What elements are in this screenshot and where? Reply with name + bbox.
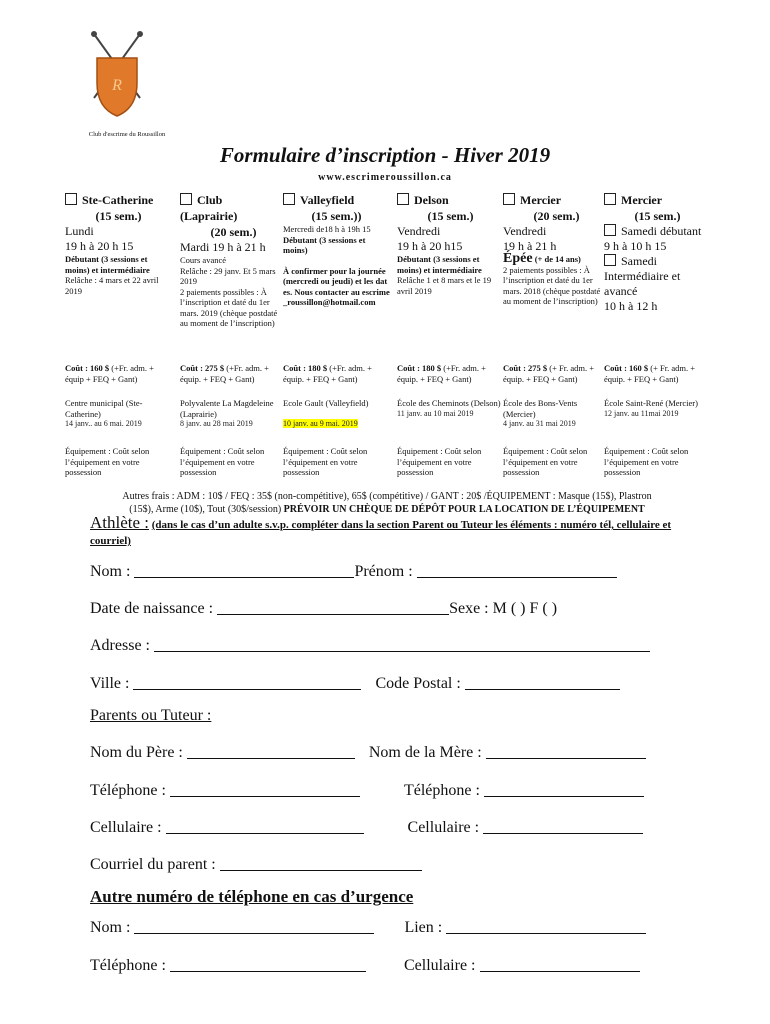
level: Débutant (3 sessions et moins) et intermédiaire: [65, 254, 150, 275]
equipment-club: Équipement : Coût selon l’équipement en votre possession: [180, 446, 265, 477]
time: 19 h à 20 h 15: [65, 239, 134, 253]
parents-name-row: [90, 744, 646, 762]
option-mercier-samedi[interactable]: Mercier: [604, 193, 711, 208]
tel-pere-field[interactable]: [170, 782, 360, 797]
weeks: (20 sem.): [533, 209, 580, 223]
day: Vendredi: [397, 224, 441, 238]
epee-age: (+ de 14 ans): [534, 254, 581, 264]
parents-email-row: [90, 856, 422, 874]
club-name: Club d'escrime du Roussillon: [88, 131, 166, 138]
location-mercier-samedi: École Saint-René (Mercier) 12 janv. au 11mai 2019: [604, 398, 698, 418]
option-club[interactable]: Club: [180, 193, 287, 208]
cell-label: Cellulaire :: [407, 819, 480, 836]
page-title: Formulaire d’inscription - Hiver 2019: [219, 143, 551, 167]
athlete-heading: Athlète :: [90, 513, 150, 532]
athlete-section-heading: [90, 515, 690, 549]
mere-label: Nom de la Mère :: [368, 744, 482, 761]
subtitle: (Laprairie): [180, 209, 238, 223]
nom-label: Nom :: [90, 919, 131, 936]
day-time: Mercredi de18 h à 19h 15: [283, 224, 371, 234]
option-valleyfield[interactable]: Valleyfield: [283, 193, 390, 208]
urgence-lien-field[interactable]: [446, 919, 646, 934]
code-postal-label: Code Postal :: [375, 675, 461, 692]
athlete-city-row: [90, 675, 620, 693]
relache: Relâche 1 et 8 mars et le 19 avril 2019: [397, 275, 492, 296]
epee: Épée: [503, 251, 533, 266]
weeks: (15 sem.): [427, 209, 474, 223]
equipment-mercier-epee: Équipement : Coût selon l’équipement en votre possession: [503, 446, 588, 477]
nom-label: Nom :: [90, 563, 131, 580]
code-postal-field[interactable]: [465, 675, 620, 690]
payment: 2 paiements possibles : À l’inscription et daté du 1er mars. 2018 (chèque postdaté au moment de l’inscription): [503, 264, 601, 306]
option-samedi-intermediaire[interactable]: Samedi Intermédiaire et avancé: [604, 254, 681, 298]
checkbox[interactable]: [65, 193, 77, 205]
svg-text:R: R: [112, 77, 122, 94]
cost-mercier-epee: Coût : 275 $ (+ Fr. adm. + équip. + FEQ + Gant): [503, 363, 595, 384]
athlete-instruction: (dans le cas d’un adulte s.v.p. compléter dans la section Parent ou Tuteur les éléments : numéro tél, cellulaire et courriel): [90, 519, 672, 547]
weeks: (15 sem.)): [311, 209, 362, 223]
day-time: Mardi 19 h à 21 h: [180, 240, 266, 254]
day: Lundi: [65, 224, 94, 238]
emergency-name-row: [90, 919, 646, 937]
tel-label: Téléphone :: [90, 782, 166, 799]
fees-line: (15$), Arme (10$), Tout (30$/session): [129, 504, 282, 515]
website-link[interactable]: www.escrimeroussillon.ca: [318, 172, 452, 183]
courriel-field[interactable]: [220, 856, 422, 871]
club-logo: [82, 28, 152, 120]
urgence-nom-field[interactable]: [134, 919, 374, 934]
checkbox[interactable]: [604, 224, 616, 236]
pere-label: Nom du Père :: [90, 744, 183, 761]
parents-cell-row: [90, 819, 643, 837]
time: 10 h à 12 h: [604, 299, 658, 313]
cost-club: Coût : 275 $ (+Fr. adm. + équip. + FEQ + Gant): [180, 363, 269, 384]
relache: Relâche : 4 mars et 22 avril 2019: [65, 275, 159, 296]
cost-mercier-samedi: Coût : 160 $ (+ Fr. adm. + équip. + FEQ + Gant): [604, 363, 696, 384]
column-mercier-epee: [503, 193, 610, 307]
level: Cours avancé: [180, 255, 227, 265]
pere-field[interactable]: [187, 744, 355, 759]
cell-label: Cellulaire :: [403, 957, 476, 974]
weeks: (15 sem.): [634, 209, 681, 223]
ville-field[interactable]: [133, 675, 361, 690]
courriel-label: Courriel du parent :: [90, 856, 216, 873]
parents-phone-row: [90, 782, 644, 800]
weeks: (15 sem.): [95, 209, 142, 223]
equipment-valleyfield: Équipement : Coût selon l’équipement en votre possession: [283, 446, 368, 477]
athlete-address-row: [90, 637, 650, 655]
option-samedi-debutant[interactable]: Samedi débutant: [604, 224, 711, 239]
sexe-field[interactable]: Sexe : M ( ) F ( ): [449, 600, 558, 617]
prenom-field[interactable]: [417, 563, 617, 578]
time: 19 h à 21 h: [503, 239, 557, 253]
adresse-label: Adresse :: [90, 637, 150, 654]
option-delson[interactable]: Delson: [397, 193, 504, 208]
parents-heading: Parents ou Tuteur :: [90, 707, 212, 724]
location-valleyfield: Ecole Gault (Valleyfield) 10 janv. au 9 mai. 2019: [283, 398, 369, 428]
emergency-heading: Autre numéro de téléphone en cas d’urgence: [90, 887, 414, 906]
column-mercier-samedi: [604, 193, 711, 314]
mere-field[interactable]: [486, 744, 646, 759]
location-mercier-epee: École des Bons-Vents (Mercier) 4 janv. au 31 mai 2019: [503, 398, 578, 428]
lien-label: Lien :: [404, 919, 443, 936]
level: Débutant (3 sessions et moins): [283, 234, 366, 255]
checkbox[interactable]: [604, 254, 616, 266]
adresse-field[interactable]: [154, 637, 650, 652]
payment: 2 paiements possibles : À l’inscription et daté du 1er mars. 2019 (chèque postdaté au moment de l’inscription): [180, 286, 278, 328]
level: Débutant (3 sessions et moins) et intermédiaire: [397, 254, 482, 275]
equipment-mercier-samedi: Équipement : Coût selon l’équipement en votre possession: [604, 446, 689, 477]
checkbox[interactable]: [283, 193, 295, 205]
option-mercier-vendredi[interactable]: Mercier: [503, 193, 610, 208]
time: 9 h à 10 h 15: [604, 239, 667, 253]
athlete-name-row: [90, 563, 617, 581]
tel-label: Téléphone :: [403, 782, 480, 799]
cell-label: Cellulaire :: [90, 819, 162, 836]
dob-label: Date de naissance :: [90, 600, 214, 617]
note: À confirmer pour la journée (mercredi ou jeudi) et les dates. Nous contacter au escrime_roussillon@hotmail.com: [283, 265, 390, 307]
column-ste-catherine: [65, 193, 172, 296]
athlete-dob-row: [90, 600, 557, 618]
urgence-cell-field[interactable]: [480, 957, 640, 972]
checkbox[interactable]: [604, 193, 616, 205]
location-ste-catherine: Centre municipal (Ste-Catherine) 14 janv.. au 6 mai. 2019: [65, 398, 143, 428]
fees-line: Autres frais : ADM : 10$ / FEQ : 35$ (non-compétitive), 65$ (compétitive) / GANT : 20$ /ÉQUIPEMENT : Masque (15$), Plastron: [122, 491, 652, 502]
deposit-note: PRÉVOIR UN CHÈQUE DE DÉPÔT POUR LA LOCATION DE L’ÉQUIPEMENT: [283, 504, 645, 515]
nom-field[interactable]: [134, 563, 354, 578]
equipment-delson: Équipement : Coût selon l’équipement en votre possession: [397, 446, 482, 477]
time: 19 h à 20 h15: [397, 239, 463, 253]
dob-field[interactable]: [217, 600, 449, 615]
weeks: (20 sem.): [210, 225, 257, 239]
location-club: Polyvalente La Magdeleine (Laprairie) 8 janv. au 28 mai 2019: [180, 398, 274, 428]
equipment-ste-catherine: Équipement : Coût selon l’équipement en votre possession: [65, 446, 150, 477]
prenom-label: Prénom :: [354, 563, 413, 580]
emergency-phone-row: [90, 957, 640, 975]
tel-mere-field[interactable]: [484, 782, 644, 797]
relache: Relâche : 29 janv. Et 5 mars 2019: [180, 265, 276, 286]
checkbox[interactable]: [397, 193, 409, 205]
checkbox[interactable]: [180, 193, 192, 205]
cost-ste-catherine: Coût : 160 $ (+Fr. adm. + équip + FEQ + Gant): [65, 363, 154, 384]
urgence-tel-field[interactable]: [170, 957, 366, 972]
checkbox[interactable]: [503, 193, 515, 205]
cell-mere-field[interactable]: [483, 819, 643, 834]
location-delson: École des Cheminots (Delson) 11 janv. au 10 mai 2019: [397, 398, 501, 418]
cell-pere-field[interactable]: [166, 819, 364, 834]
ville-label: Ville :: [90, 675, 130, 692]
tel-label: Téléphone :: [90, 957, 166, 974]
column-valleyfield: [283, 193, 390, 308]
column-club-laprairie: [180, 193, 287, 329]
cost-delson: Coût : 180 $ (+Fr. adm. + équip. + FEQ + Gant): [397, 363, 486, 384]
option-ste-catherine[interactable]: Ste-Catherine: [65, 193, 172, 208]
cost-valleyfield: Coût : 180 $ (+Fr. adm. + équip. + FEQ + Gant): [283, 363, 372, 384]
column-delson: [397, 193, 504, 296]
day: Vendredi: [503, 224, 547, 238]
